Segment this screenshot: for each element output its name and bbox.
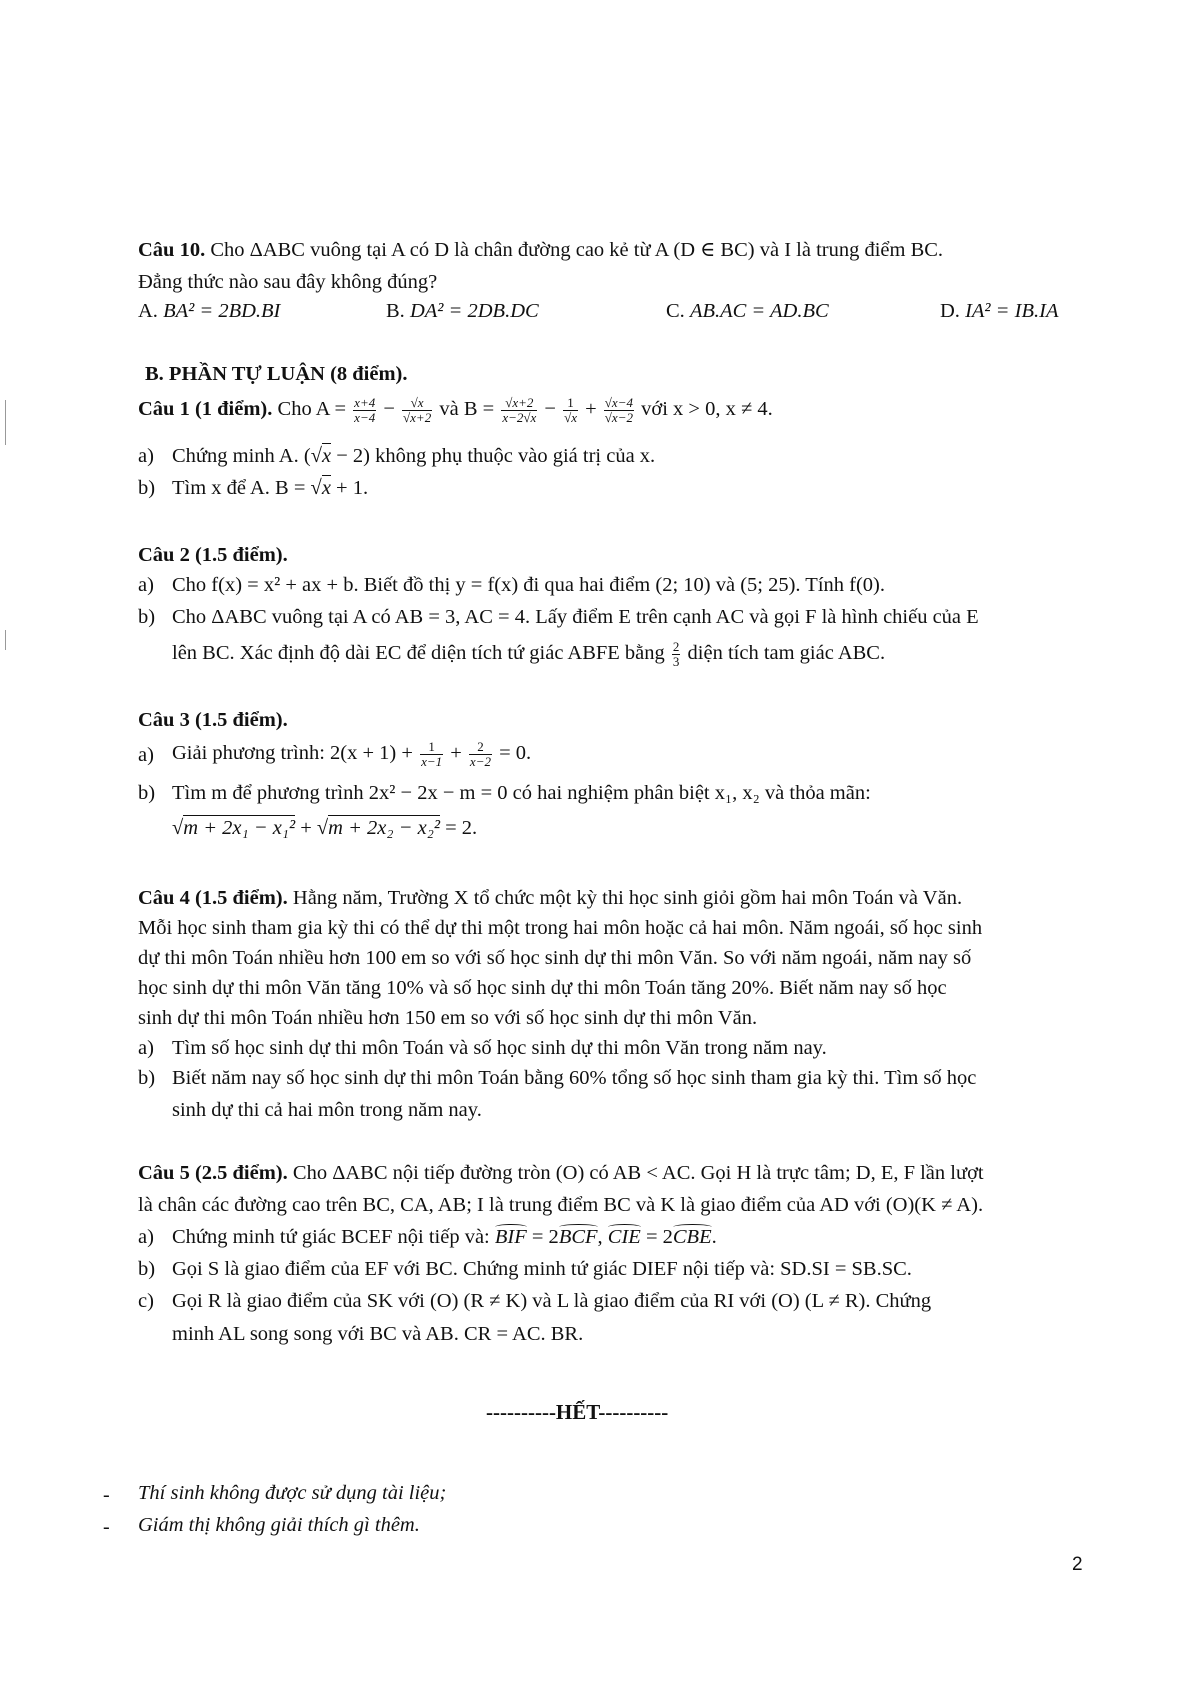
q4-line2: Mỗi học sinh tham gia kỳ thi có thể dự thi một trong hai môn hoặc cả hai môn. Năm ngoái, số học sinh [138, 917, 983, 939]
q4-b-line2: sinh dự thi cả hai môn trong năm nay. [172, 1099, 482, 1121]
q1-a-text: Chứng minh A. (√x − 2) không phụ thuộc vào giá trị của x. [172, 445, 656, 467]
q4-label: Câu 4 (1.5 điểm). [138, 887, 288, 909]
fraction: $\frac{1}{x-1}$ [421, 739, 443, 769]
q2-label: Câu 2 (1.5 điểm). [138, 544, 288, 566]
q5-a-text: Chứng minh tứ giác BCEF nội tiếp và: BIF = 2BCF, CIE = 2CBE. [172, 1226, 717, 1248]
q3-a-key: a) [138, 744, 154, 766]
option-key: C. [666, 300, 685, 322]
q2-b-line2: lên BC. Xác định độ dài EC để diện tích tứ giác ABFE bằng $\frac{2}{3}$ diện tích tam giác ABC. [172, 639, 886, 669]
q4-line1: Câu 4 (1.5 điểm). Hằng năm, Trường X tổ chức một kỳ thi học sinh giỏi gồm hai môn Toán và Văn. [138, 887, 963, 909]
q5-a-key: a) [138, 1226, 154, 1248]
fraction: $\frac{√x}{√x+2}$ [403, 395, 432, 425]
note-item: Thí sinh không được sử dụng tài liệu; [138, 1482, 447, 1504]
fraction: $\frac{1}{√x}$ [564, 395, 577, 425]
fraction: $\frac{2}{3}$ [672, 639, 680, 669]
q1-label: Câu 1 (1 điểm). [138, 397, 273, 420]
scan-mark [5, 630, 6, 650]
q10-line2: Đẳng thức nào sau đây không đúng? [138, 271, 438, 293]
q4-line4: học sinh dự thi môn Văn tăng 10% và số học sinh dự thi môn Toán tăng 20%. Biết năm nay số học [138, 977, 947, 999]
section-b-title: B. PHẦN TỰ LUẬN (8 điểm). [145, 363, 408, 385]
q5-b-key: b) [138, 1258, 156, 1280]
q10-option-c [666, 300, 829, 323]
q1-a-key: a) [138, 445, 154, 467]
q5-b-text: Gọi S là giao điểm của EF với BC. Chứng minh tứ giác DIEF nội tiếp và: SD.SI = SB.SC. [172, 1258, 912, 1280]
q5-line2: là chân các đường cao trên BC, CA, AB; I là trung điểm BC và K là giao điểm của AD với (O)(K ≠ A). [138, 1194, 984, 1216]
q5-label: Câu 5 (2.5 điểm). [138, 1162, 288, 1184]
q10-line1 [138, 240, 943, 261]
q4-b-key: b) [138, 1067, 156, 1089]
option-text: BA² = 2BD.BI [163, 300, 281, 322]
q5-line1: Câu 5 (2.5 điểm). Cho ΔABC nội tiếp đường tròn (O) có AB < AC. Gọi H là trực tâm; D, E, F lần lượt [138, 1162, 984, 1184]
q3-a-text: Giải phương trình: 2(x + 1) + $\frac{1}{x-1}$ + $\frac{2}{x-2}$ = 0. [172, 739, 532, 769]
scan-mark [5, 400, 6, 445]
q5-c-line1: Gọi R là giao điểm của SK với (O) (R ≠ K) và L là giao điểm của RI với (O) (L ≠ R). Chứng [172, 1290, 932, 1312]
q2-b-line1: Cho ΔABC vuông tại A có AB = 3, AC = 4. Lấy điểm E trên cạnh AC và gọi F là hình chiếu của E [172, 606, 979, 628]
q4-a-key: a) [138, 1037, 154, 1059]
q10-label: Câu 10. [138, 239, 206, 261]
fraction: $\frac{√x-4}{√x-2}$ [604, 395, 633, 425]
q3-b-line2: √m + 2x₁ − x₁² + √m + 2x₂ − x₂² = 2. [172, 817, 478, 839]
q10-option-d [940, 300, 1058, 323]
note-bullet: - [103, 1484, 110, 1506]
option-text: IA² = IB.IA [965, 300, 1059, 322]
q4-line3: dự thi môn Toán nhiều hơn 100 em so với số học sinh dự thi môn Văn. So với năm ngoái, năm nay số [138, 947, 972, 969]
q5-c-line2: minh AL song song với BC và AB. CR = AC. BR. [172, 1323, 584, 1345]
option-text: AB.AC = AD.BC [689, 300, 829, 322]
fraction: $\frac{2}{x-2}$ [469, 739, 491, 769]
note-bullet: - [103, 1516, 110, 1538]
end-mark: ----------HẾT---------- [486, 1400, 669, 1424]
q1-b-key: b) [138, 477, 156, 499]
q10-option-a [138, 300, 280, 323]
option-key: B. [386, 300, 405, 322]
note-item: Giám thị không giải thích gì thêm. [138, 1514, 420, 1536]
option-text: DA² = 2DB.DC [409, 300, 539, 322]
q4-line5: sinh dự thi môn Toán nhiều hơn 150 em so với số học sinh dự thi môn Văn. [138, 1007, 758, 1029]
q2-a-key: a) [138, 574, 154, 596]
q2-a-text: Cho f(x) = x² + ax + b. Biết đồ thị y = f(x) đi qua hai điểm (2; 10) và (5; 25). Tính f(0). [172, 574, 886, 596]
q3-b-key: b) [138, 782, 156, 804]
q2-b-key: b) [138, 606, 156, 628]
q1-line: Câu 1 (1 điểm). Cho A = $\frac{x+4}{x-4}$ − $\frac{√x}{√x+2}$ và B = $\frac{√x+2}{x-2√x}$ − $\frac{1}{√x}$ + $\frac{√x-4}{√x-2}$ với x > 0, x ≠ 4. [138, 395, 773, 425]
q10-option-b [386, 300, 539, 323]
option-key: A. [138, 300, 158, 322]
q4-a-text: Tìm số học sinh dự thi môn Toán và số học sinh dự thi môn Văn trong năm nay. [172, 1037, 827, 1059]
q1-b-text: Tìm x để A. B = √x + 1. [172, 477, 369, 499]
option-key: D. [940, 300, 960, 322]
q3-label: Câu 3 (1.5 điểm). [138, 709, 288, 731]
q10-text: Cho ΔABC vuông tại A có D là chân đường cao kẻ từ A (D ∈ BC) và I là trung điểm BC. [205, 239, 944, 261]
q3-b-line1: Tìm m để phương trình 2x² − 2x − m = 0 có hai nghiệm phân biệt x₁, x₂ và thỏa mãn: [172, 782, 871, 804]
q5-c-key: c) [138, 1290, 154, 1312]
fraction: $\frac{x+4}{x-4}$ [354, 395, 376, 425]
q4-b-line1: Biết năm nay số học sinh dự thi môn Toán bằng 60% tổng số học sinh tham gia kỳ thi. Tìm số học [172, 1067, 977, 1089]
page-number: 2 [1072, 1554, 1083, 1575]
fraction: $\frac{√x+2}{x-2√x}$ [502, 395, 537, 425]
